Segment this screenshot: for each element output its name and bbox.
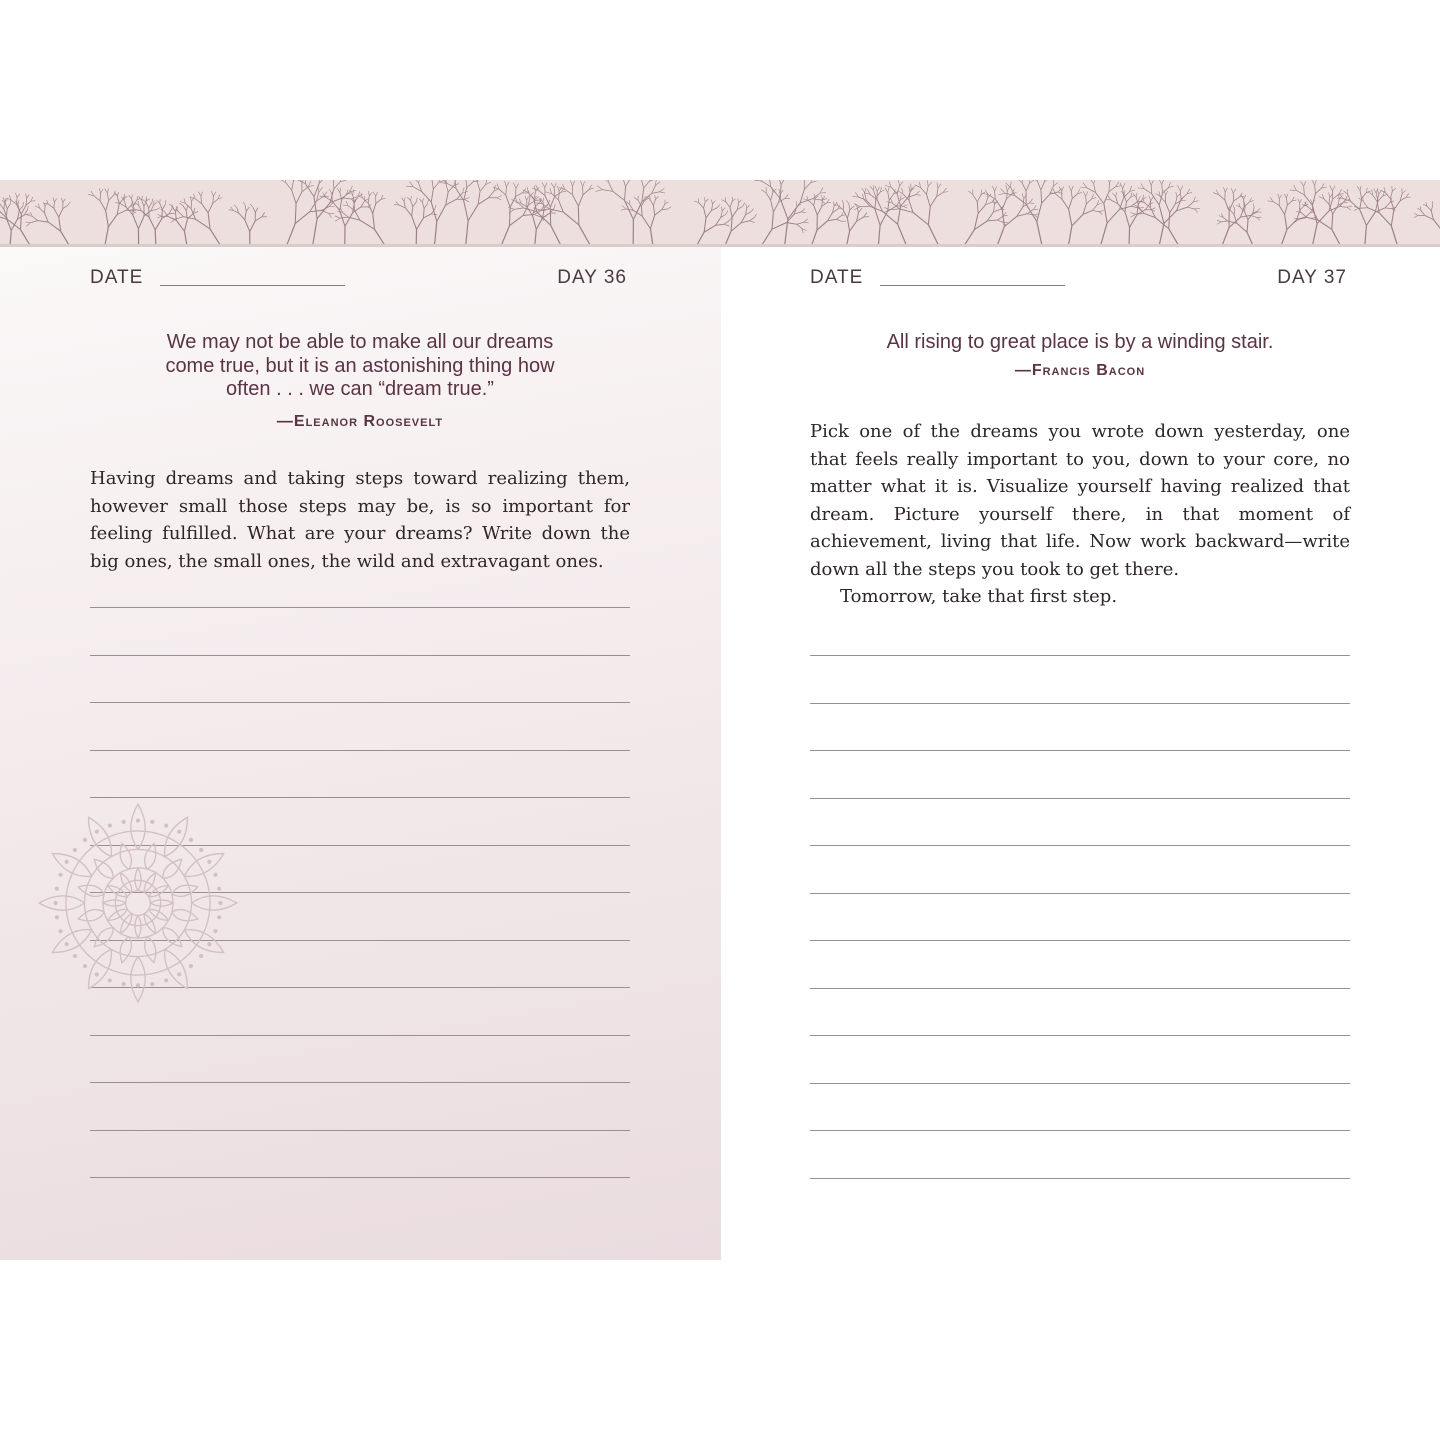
quote-author: —Francis Bacon bbox=[1014, 361, 1146, 379]
prompt-text bbox=[90, 465, 630, 575]
writing-line[interactable] bbox=[90, 797, 630, 798]
date-field-line[interactable] bbox=[160, 285, 345, 286]
page-header bbox=[90, 267, 630, 297]
writing-line[interactable] bbox=[810, 750, 1350, 751]
writing-line[interactable] bbox=[810, 845, 1350, 846]
writing-line[interactable] bbox=[810, 1035, 1350, 1036]
writing-line[interactable] bbox=[810, 1083, 1350, 1084]
writing-line[interactable] bbox=[90, 1177, 630, 1178]
date-field-line[interactable] bbox=[880, 285, 1065, 286]
writing-line[interactable] bbox=[90, 607, 630, 608]
quote-text: We may not be able to make all our dreams come true, but it is an astonishing thing how often . . . we can “dream true.” bbox=[165, 331, 555, 400]
mandala-icon bbox=[35, 800, 241, 1006]
writing-line[interactable] bbox=[90, 1130, 630, 1131]
quote-author: —Eleanor Roosevelt bbox=[276, 412, 444, 430]
writing-line[interactable] bbox=[90, 1082, 630, 1083]
prompt-paragraph: Pick one of the dreams you wrote down yesterday, one that feels really important to you, down to your core, no matter what it is. Visualize yourself having realized that dream. Picture yourself there, in that moment of achievement, living that life. Now work backward—write down all the steps you took to get there. bbox=[810, 421, 1350, 580]
branch-pattern-banner bbox=[0, 180, 1440, 244]
quote-text: All rising to great place is by a winding stair. bbox=[886, 331, 1274, 353]
writing-line[interactable] bbox=[90, 702, 630, 703]
quote bbox=[90, 331, 630, 433]
writing-line[interactable] bbox=[810, 940, 1350, 941]
day-label: DAY 36 bbox=[557, 267, 627, 288]
writing-line[interactable] bbox=[810, 655, 1350, 656]
date-label: DATE bbox=[90, 267, 144, 288]
writing-line[interactable] bbox=[810, 1178, 1350, 1179]
quote bbox=[810, 331, 1350, 382]
page-header bbox=[810, 267, 1350, 297]
prompt-paragraph: Having dreams and taking steps toward realizing them, however small those steps may be, is so important for feeling fulfilled. What are your dreams? Write down the big ones, the small ones, the wild and extravagant ones. bbox=[90, 468, 630, 572]
prompt-text bbox=[810, 418, 1350, 611]
writing-line[interactable] bbox=[90, 1035, 630, 1036]
date-label: DATE bbox=[810, 267, 864, 288]
writing-line[interactable] bbox=[810, 703, 1350, 704]
writing-line[interactable] bbox=[810, 988, 1350, 989]
writing-line[interactable] bbox=[810, 893, 1350, 894]
writing-line[interactable] bbox=[90, 750, 630, 751]
writing-line[interactable] bbox=[810, 798, 1350, 799]
writing-line[interactable] bbox=[810, 1130, 1350, 1131]
branch-illustration bbox=[0, 180, 1440, 244]
day-label: DAY 37 bbox=[1277, 267, 1347, 288]
prompt-paragraph: Tomorrow, take that first step. bbox=[840, 586, 1118, 607]
writing-line[interactable] bbox=[90, 655, 630, 656]
